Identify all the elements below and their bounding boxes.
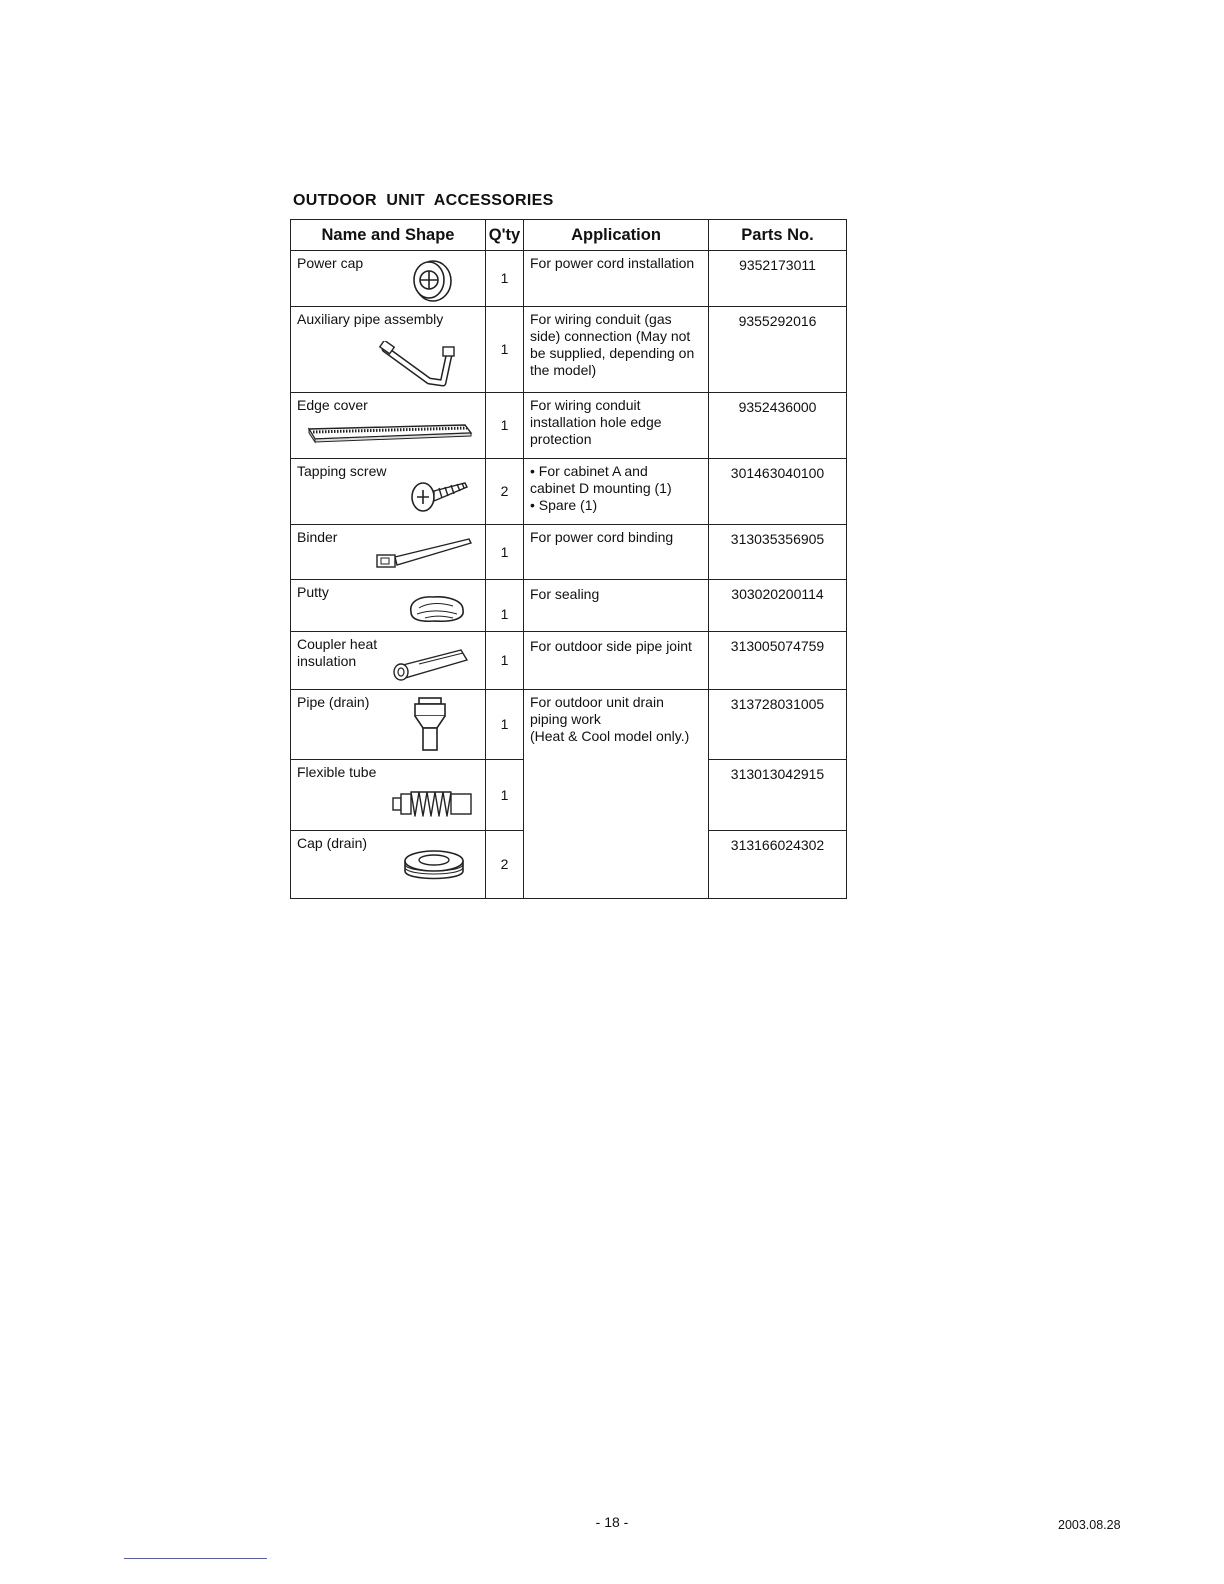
table-row [291, 632, 847, 690]
parts-number-cell: 301463040100 [709, 459, 847, 525]
page-number: - 18 - [595, 1514, 629, 1530]
table-row [291, 580, 847, 632]
coupler-heat-insulation-icon [389, 644, 473, 684]
name-cell [291, 760, 486, 831]
qty-cell: 2 [486, 831, 524, 899]
qty-cell: 1 [486, 580, 524, 632]
header-qty: Q'ty [486, 220, 524, 251]
name-cell [291, 690, 486, 760]
qty-cell: 1 [486, 393, 524, 459]
item-name: Putty [297, 584, 329, 600]
header-name: Name and Shape [291, 220, 486, 251]
application-cell: For power cord installation [524, 251, 709, 307]
name-cell [291, 632, 486, 690]
parts-number-cell: 9352173011 [709, 251, 847, 307]
application-cell: For wiring conduit (gas side) connection (May not be supplied, depending on the model) [524, 307, 709, 393]
name-cell [291, 307, 486, 393]
application-cell: For wiring conduit installation hole edge protection [524, 393, 709, 459]
header-parts: Parts No. [709, 220, 847, 251]
parts-number-cell: 9352436000 [709, 393, 847, 459]
qty-cell: 1 [486, 690, 524, 760]
item-name: Pipe (drain) [297, 694, 370, 710]
qty-cell: 1 [486, 251, 524, 307]
item-name: Auxiliary pipe assembly [297, 311, 444, 327]
parts-number-cell: 313005074759 [709, 632, 847, 690]
table-row [291, 251, 847, 307]
name-cell [291, 251, 486, 307]
table-row [291, 690, 847, 760]
qty-cell: 1 [486, 525, 524, 580]
edge-cover-icon [305, 421, 473, 445]
name-cell [291, 393, 486, 459]
section-title: OUTDOOR UNIT ACCESSORIES [293, 192, 554, 209]
qty-cell: 2 [486, 459, 524, 525]
item-name: Edge cover [297, 397, 368, 413]
name-cell [291, 580, 486, 632]
item-name: Coupler heat insulation [297, 636, 378, 669]
binder-icon [375, 533, 475, 573]
item-name: Power cap [297, 255, 364, 271]
application-cell: For outdoor side pipe joint [524, 632, 709, 690]
item-name: Binder [297, 529, 338, 545]
parts-number-cell: 313035356905 [709, 525, 847, 580]
table-header-row [291, 220, 847, 251]
tapping-screw-icon [407, 471, 473, 515]
name-cell [291, 831, 486, 899]
auxiliary-pipe-icon [379, 341, 461, 391]
parts-number-cell: 313013042915 [709, 760, 847, 831]
parts-number-cell: 9355292016 [709, 307, 847, 393]
qty-cell: 1 [486, 307, 524, 393]
header-application: Application [524, 220, 709, 251]
qty-cell: 1 [486, 760, 524, 831]
item-name: Tapping screw [297, 463, 387, 479]
item-name: Cap (drain) [297, 835, 368, 851]
table-row [291, 307, 847, 393]
name-cell [291, 525, 486, 580]
application-cell: • For cabinet A and cabinet D mounting (1) • Spare (1) [524, 459, 709, 525]
name-cell [291, 459, 486, 525]
parts-number-cell: 303020200114 [709, 580, 847, 632]
qty-cell: 1 [486, 632, 524, 690]
table-row [291, 393, 847, 459]
parts-number-cell: 313728031005 [709, 690, 847, 760]
application-cell: For power cord binding [524, 525, 709, 580]
flexible-tube-icon [391, 788, 475, 820]
document-date: 2003.08.28 [1058, 1518, 1121, 1532]
application-cell: For outdoor unit drain piping work (Heat & Cool model only.) [524, 690, 709, 899]
table-row [291, 525, 847, 580]
footer-rule [124, 1558, 267, 1559]
accessories-table [290, 219, 847, 899]
putty-icon [405, 590, 469, 626]
application-cell: For sealing [524, 580, 709, 632]
power-cap-icon [407, 256, 455, 304]
item-name: Flexible tube [297, 764, 377, 780]
parts-number-cell: 313166024302 [709, 831, 847, 899]
drain-pipe-icon [411, 696, 453, 756]
drain-cap-icon [401, 843, 467, 889]
table-row [291, 459, 847, 525]
